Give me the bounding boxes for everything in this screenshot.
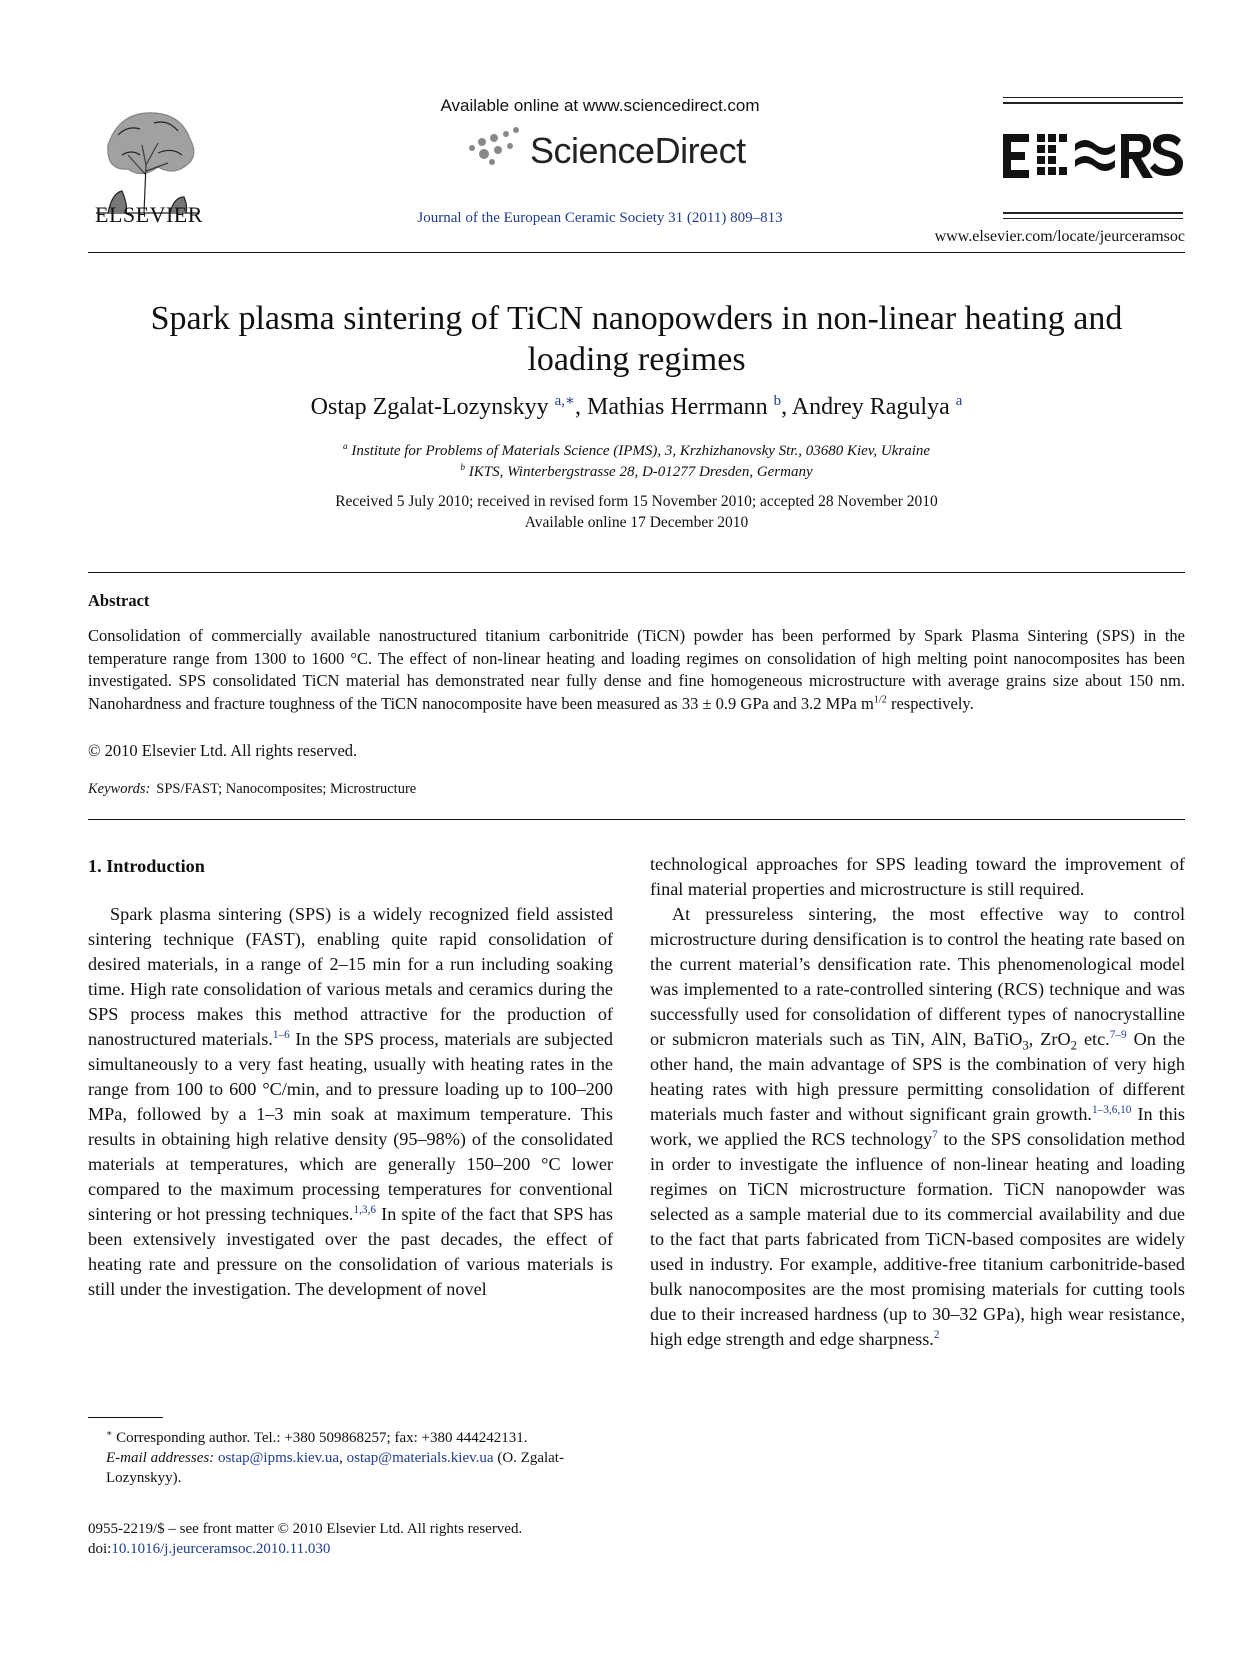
corresponding-author-footnote: ∗ Corresponding author. Tel.: +380 509868257; fax: +380 444242131. E-mail addresses: ostap@ipms.kiev.ua, ostap@materials.kiev.ua (O. Zgalat-Lozynskyy).	[106, 1429, 564, 1486]
left-column	[88, 902, 613, 1302]
ecers-top-rule	[1003, 97, 1183, 104]
citation-link[interactable]: 7	[932, 1128, 938, 1141]
email-link[interactable]: ostap@materials.kiev.ua	[346, 1450, 494, 1466]
doi-link[interactable]: 10.1016/j.jeurceramsoc.2010.11.030	[111, 1541, 331, 1557]
journal-website[interactable]: www.elsevier.com/locate/jeurceramsoc	[934, 228, 1185, 245]
ecers-bottom-rule	[1003, 212, 1183, 219]
abstract-text: Consolidation of commercially available nanostructured titanium carbonitride (TiCN) powder has been performed by Spark Plasma Sintering (SPS) in the temperature range from 1300 to 1600 °C. The effect of non-linear heating and loading regimes on consolidation of high melting point nanocomposites has been investigated. SPS consolidated TiCN material has demonstrated near fully dense and fine homogeneous microstructure with average grains size about 150 nm. Nanohardness and fracture toughness of the TiCN nanocomposite have been measured as 33 ± 0.9 GPa and 3.2 MPa $m^{1/2}$ respectively.	[88, 626, 1185, 713]
abstract-heading: Abstract	[88, 591, 150, 610]
paragraph: technological approaches for SPS leading toward the improvement of final material properties and microstructure is still required.	[650, 854, 1185, 899]
keywords-list: SPS/FAST; Nanocomposites; Microstructure	[156, 781, 417, 797]
abstract-bottom-rule	[88, 819, 1185, 820]
paragraph: Spark plasma sintering (SPS) is a widely recognized field assisted sintering technique (FAST), enabling quite rapid consolidation of desired materials, in a range of 2–15 min for a run including soaking time. High rate consolidation of various metals and ceramics during the SPS process makes this method attractive for the production of nanostructured materials.$^{1-6}$ In the SPS process, materials are subjected simultaneously to a very fast heating, usually with heating rates in the range from 100 to 600 °C/min, and to pressure loading up to 100–200 MPa, followed by a 1–3 min soak at maximum temperature. This results in obtaining high relative density (95–98%) of the consolidated materials at temperatures, which are generally 150–200 °C lower compared to the maximum processing temperatures for conventional sintering or hot pressing techniques.$^{1,3,6}$ In spite of the fact that SPS has been extensively investigated over the past decades, the effect of heating rate and pressure on the consolidation of various materials is still under the investigation. The development of novel	[88, 904, 613, 1299]
citation-link[interactable]: 1–6	[272, 1028, 290, 1041]
affiliation-b: $^b$ IKTS, Winterbergstrasse 28, D-01277 Dresden, Germany	[460, 463, 813, 480]
author-affiliation-mark[interactable]: a	[955, 393, 963, 409]
citation-link[interactable]: 2	[933, 1328, 940, 1341]
front-matter: 0955-2219/$ – see front matter © 2010 Elsevier Ltd. All rights reserved. doi:10.1016/j.jeurceramsoc.2010.11.030	[88, 1519, 688, 1559]
article-title: Spark plasma sintering of TiCN nanopowders in non-linear heating and loading regimes	[150, 300, 1123, 378]
right-column	[650, 852, 1185, 1352]
citation-link[interactable]: 7–9	[1109, 1028, 1127, 1041]
publisher-name: ELSEVIER	[95, 202, 203, 227]
journal-reference-link[interactable]: Journal of the European Ceramic Society 31 (2011) 809–813	[417, 210, 783, 226]
email-link[interactable]: ostap@ipms.kiev.ua	[217, 1450, 340, 1466]
issn-line: 0955-2219/$ – see front matter © 2010 Elsevier Ltd. All rights reserved.	[88, 1521, 523, 1537]
keywords-label: Keywords:	[88, 781, 151, 797]
author-affiliation-mark[interactable]: b	[773, 393, 782, 409]
section-heading-introduction: 1. Introduction	[88, 856, 205, 876]
affiliation-a: $^a$ Institute for Problems of Materials Science (IPMS), 3, Krzhizhanovsky Str., 03680 Kiev, Ukraine	[342, 442, 931, 459]
citation-link[interactable]: 1,3,6	[353, 1203, 377, 1216]
paragraph: At pressureless sintering, the most effective way to control microstructure during densification is to control the heating rate based on the current material’s densification rate. This phenomenological model was implemented to a rate-controlled sintering (RCS) technique and was successfully used for consolidation of different types of nanocrystalline or submicron materials such as TiN, AlN, BaTiO$_3$, ZrO$_2$ etc.$^{7-9}$ On the other hand, the main advantage of SPS is the combination of very high heating rates with high pressure permitting consolidation of different materials much faster and without significant grain growth.$^{1-3,6,10}$ In this work, we applied the RCS technology$^7$ to the SPS consolidation method in order to investigate the influence of non-linear heating and loading regimes on TiCN microstructure formation. TiCN nanopowder was selected as a sample material due to its commercial availability and due to the fact that parts fabricated from TiCN-based composites are widely used in industry. For example, additive-free titanium carbonitride-based bulk nanocomposites are the most promising materials for cutting tools due to their increased hardness (up to 30–32 GPa), high wear resistance, high edge strength and edge sharpness.$^2$	[650, 904, 1186, 1349]
ecers-logo	[1003, 128, 1183, 184]
header-divider	[88, 252, 1185, 253]
author-list: Ostap Zgalat-Lozynskyy $^{a,∗}$, Mathias Herrmann $^b$, Andrey Ragulya $^a$	[310, 393, 963, 420]
footnote-rule	[88, 1417, 163, 1418]
author-name: Ostap Zgalat-Lozynskyy	[310, 394, 549, 420]
author-affiliation-mark[interactable]: a,∗	[554, 393, 576, 409]
author-name: Andrey Ragulya	[791, 394, 950, 420]
abstract-top-rule	[88, 572, 1185, 573]
available-online-text: Available online at www.sciencedirect.com	[440, 96, 760, 115]
keywords	[88, 781, 416, 798]
citation-link[interactable]: 1–3,6,10	[1091, 1103, 1132, 1116]
abstract-copyright: © 2010 Elsevier Ltd. All rights reserved.	[88, 741, 358, 760]
received-dates: Received 5 July 2010; received in revised form 15 November 2010; accepted 28 November 2010	[335, 493, 938, 510]
available-online-date: Available online 17 December 2010	[524, 514, 749, 531]
sciencedirect-wordmark: ScienceDirect	[530, 130, 746, 171]
author-name: Mathias Herrmann	[587, 394, 768, 420]
